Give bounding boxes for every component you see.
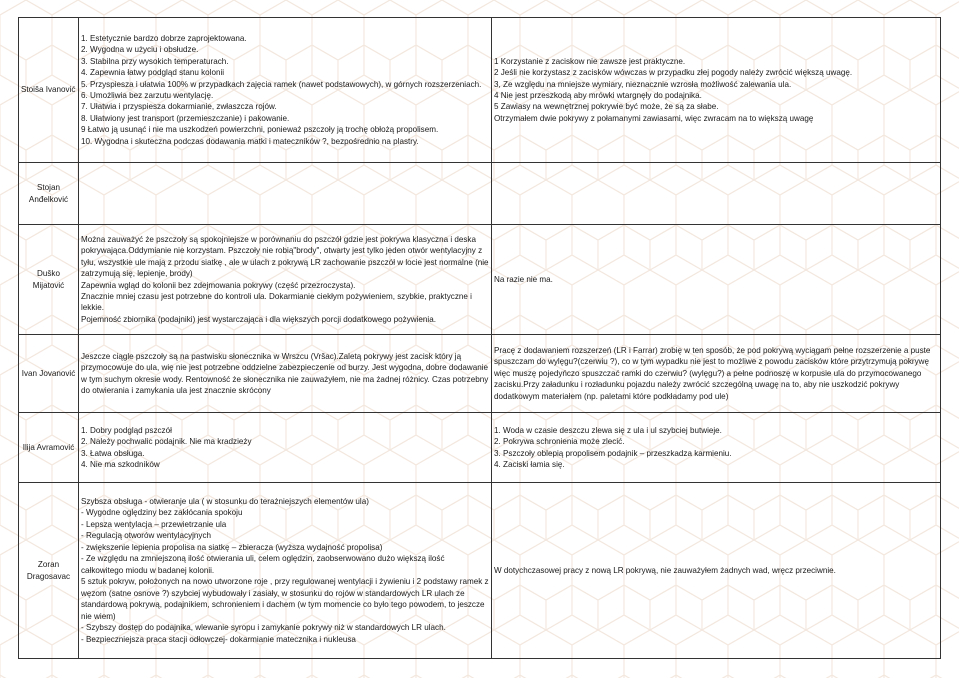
list-item: - Bezpieczniejsza praca stacji odłowczej- dokarmianie matecznika i nukleusa	[81, 634, 356, 644]
beekeeper-name: Zoran Dragosavac	[19, 483, 79, 659]
negatives-cell	[492, 335, 941, 413]
list-item: - Szybszy dostęp do podajnika, wlewanie syropu i zamykanie pokrywy niż w standardowych LR ulach.	[81, 623, 446, 633]
list-item: 3. Pszczoły oblepią propolisem podajnik – przeszkadza karmieniu.	[494, 448, 732, 458]
list-item: - Regulacją otworów wentylacyjnych	[81, 531, 212, 541]
list-item: 4 Nie jest przeszkodą aby mrówki wtargnęły do podajnika.	[494, 91, 702, 100]
list-item: 3, Ze względu na mniejsze wymiary, nieznacznie wzrosła możliwość zalewania ula.	[494, 79, 792, 89]
table-row	[19, 413, 941, 483]
negatives-cell	[492, 18, 941, 163]
list-item: W dotychczasowej pracy z nową LR pokrywą, nie zauważyłem żadnych wad, wręcz przeciwnie.	[494, 565, 836, 575]
list-item: 2 Jeśli nie korzystasz z zacisków wówczas w przypadku złej pogody należy zwrócić większą uwagę.	[494, 68, 853, 78]
list-item: Jeszcze ciągle pszczoły są na pastwisku słonecznika w Wrszcu (Vršac).Zaletą pokrywy jest zacisk który ją przymocowuje do ula, wię nie jest potrzebne oddzielne zabezpieczenie od burzy. Jest wygodna, dobre dodawanie w tym suchym okresie wody. Rentowność że słonecznika nie zauważyłem, nie ma żadnej różnicy. Czas potrzebny do otwierania i zamykania ula jest znacznie skrócony	[81, 351, 489, 395]
table-row	[19, 225, 941, 335]
list-item: 4. Zapewnia łatwy podgląd stanu kolonii	[81, 68, 225, 78]
table-row	[19, 483, 941, 659]
negatives-cell	[492, 163, 941, 225]
list-item: 8. Ułatwiony jest transport (przemieszczanie) i pakowanie.	[81, 113, 290, 123]
list-item: 5 Zawiasy na wewnętrznej pokrywie być może, że są za słabe.	[494, 102, 719, 112]
list-item: 2. Pokrywa schronienia może zlecić.	[494, 437, 625, 447]
table-row	[19, 335, 941, 413]
positives-cell	[79, 413, 492, 483]
beekeeper-feedback-table	[18, 17, 941, 659]
list-item: 3. Łatwa obsługa.	[81, 448, 145, 458]
list-item: 3. Stabilna przy wysokich temperaturach.	[81, 56, 229, 66]
positives-cell	[79, 18, 492, 163]
beekeeper-name: Stoiša Ivanović	[19, 18, 79, 163]
list-item: 2. Należy pochwalic podajnik. Nie ma kradzieży	[81, 437, 252, 447]
list-item: Szybsza obsługa - otwieranje ula ( w stosunku do terażniejszych elementów ula)	[81, 496, 369, 506]
list-item: 5. Przyspiesza i ułatwia 100% w przypadkach zajęcia ramek (nawet podstawowych), w górnych rozszerzeniach.	[81, 79, 482, 89]
negatives-cell	[492, 483, 941, 659]
list-item: 7. Ułatwia i przyspiesza dokarmianie, zwłaszcza rojów.	[81, 102, 277, 112]
table-row	[19, 163, 941, 225]
list-item: 1. Woda w czasie deszczu zlewa się z ula i ul szybciej butwieje.	[494, 425, 722, 435]
negatives-cell	[492, 413, 941, 483]
positives-cell	[79, 483, 492, 659]
list-item: Znacznie mniej czasu jest potrzebne do kontroli ula. Dokarmianie ciekłym pożywieniem, szybkie, praktyczne i lekkie.	[81, 291, 472, 313]
list-item: Pracę z dodawaniem rozszerzeń (LR i Farrar) zrobię w ten sposób, że pod pokrywą wyciągam pełne rozszerzenie a puste spuszczam do wylęgu?(czerwiu ?), co w tym wypadku nie jest to możliwe z powodu zacisków które przytrzymują pokrywę więc muszę pojedyńczo spuszczać ramki do czerwiu? (wylęgu?) a pełne podnoszę w korpusie ula do przymocowanego zacisku.Przy załadunku i rozładunku pojazdu należy zwrócić szczególną uwagę na to, aby nie uszkodzić pokrywy dodatkowym materiałem (np. paletami które podkładamy pod ule)	[494, 345, 931, 401]
list-item: - Ze względu na zmniejszoną ilość otwierania uli, celem oględzin, zaobserwowano dużo większą ilość całkowitego miodu w badanej kolonii.	[81, 554, 445, 575]
positives-cell	[79, 163, 492, 225]
list-item: 2. Wygodna w użyciu i obsłudze.	[81, 45, 199, 55]
list-item: 1. Estetycznie bardzo dobrze zaprojektowana.	[81, 33, 247, 43]
positives-cell	[79, 225, 492, 335]
list-item: Otrzymałem dwie pokrywy z połamanymi zawiasami, więc zwracam na to większą uwagę	[494, 113, 814, 123]
list-item: 6. Umożliwia bez zarzutu wentylację.	[81, 91, 214, 100]
list-item: - Lepsza wentylacja – przewietrzanie ula	[81, 519, 227, 529]
beekeeper-name: Duško Mijatović	[19, 225, 79, 335]
list-item: 4. Nie ma szkodników	[81, 459, 160, 469]
list-item: Na razie nie ma.	[494, 274, 553, 284]
beekeeper-name: Stojan Anđelković	[19, 163, 79, 225]
list-item: 1. Dobry podgląd pszczół	[81, 425, 172, 435]
list-item: Pojemność zbiornika (podajniki) jest wystarczająca i dla większych porcji dodatkowego pożywienia.	[81, 314, 436, 324]
list-item: 4. Zaciski łamia się.	[494, 459, 565, 469]
negatives-cell	[492, 225, 941, 335]
list-item: 9 Łatwo ją usunąć i nie ma uszkodzeń powierzchni, ponieważ pszczoły ją trochę obłożą propolisem.	[81, 125, 439, 135]
positives-cell	[79, 335, 492, 413]
list-item: 5 sztuk pokryw, położonych na nowo utworzone roje , przy regulowanej wentylacji i żywieniu i 2 podstawy ramek z węzom (satne osnove ?) szybciej wybudowały i zasiały, w stosunku do rojów w standardowych LR ulach ze standardową pokrywą, podajnikiem, schronieniem i dachem (w tym momencie co było tego powodem, to jeszcze nie wiem)	[81, 577, 489, 621]
list-item: Zapewnia wgląd do kolonii bez zdejmowania pokrywy (część przezroczysta).	[81, 280, 356, 290]
beekeeper-name: Ilija Avramović	[19, 413, 79, 483]
list-item: 1 Korzystanie z zaciskow nie zawsze jest praktyczne.	[494, 56, 686, 66]
list-item: - Wygodne oględziny bez zakłócania spokoju	[81, 508, 243, 518]
list-item: - zwiększenie lepienia propolisa na siatkę – zbieracza (wyższa wydajność propolisa)	[81, 542, 383, 552]
list-item: Można zauważyć że pszczoły są spokojniejsze w porównaniu do pszczół gdzie jest pokrywa klasyczna i deska pokrywająca.Oddymianie nie korzystam. Pszczoły nie robią"brody", otwarty jest tylko jeden otwór wentylacyjny z tyłu, wszystkie ule mają z przodu siatkę , ale w ulach z pokrywą LR zachowanie pszczół w locie jest normalne (nie zatrzymują się, lepienje, brody)	[81, 234, 489, 279]
beekeeper-name: Ivan Jovanović	[19, 335, 79, 413]
list-item: 10. Wygodna i skuteczna podczas dodawania matki i mateczników ?, bezpośrednio na plastry.	[81, 136, 419, 146]
table-row	[19, 18, 941, 163]
